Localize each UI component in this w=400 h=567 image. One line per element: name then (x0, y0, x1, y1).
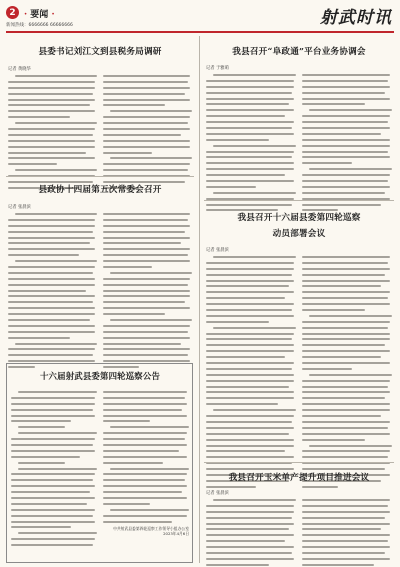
article-headline: 我县召开十六届县委第四轮巡察 (237, 213, 361, 223)
divider (204, 200, 394, 201)
article-byline: 记者 张晨滨 (8, 205, 31, 210)
article-headline: 我县召开玉米单产提升项目推进会议 (228, 473, 370, 483)
inspection-notice-box (6, 363, 193, 563)
article-tax-bureau (8, 45, 192, 193)
article-body (206, 256, 392, 492)
article-headline-line2: 动员部署会议 (272, 229, 326, 239)
article-corn-yield (206, 471, 392, 567)
page-number-badge: 2 (6, 6, 19, 19)
article-byline: 记者 张晨滨 (206, 248, 229, 253)
article-cppcc (8, 183, 192, 372)
section-title: · 要闻 · (24, 10, 55, 20)
article-byline: 记者 黄晓华 (8, 67, 31, 72)
article-headline: 我县召开“阜政通”平台业务协调会 (232, 47, 366, 57)
article-headline: 十六届射武县委第四轮巡察公告 (39, 371, 161, 381)
notice-issuer: 中共射武县委第四轮巡察工作领导小组办公室 (113, 526, 189, 532)
article-byline: 记者 张晨滨 (206, 491, 229, 496)
notice-date: 2023年4月6日 (163, 531, 189, 537)
article-body (206, 499, 392, 567)
article-inspection-notice (11, 370, 189, 550)
masthead: 射武时讯 (320, 8, 392, 28)
column-divider (199, 36, 200, 563)
article-body (8, 213, 192, 372)
article-headline: 县委书记刘江文到县税务局调研 (38, 47, 162, 57)
page-header (0, 0, 400, 34)
article-byline: 记者 于雅萌 (206, 66, 229, 71)
header-rule (6, 31, 394, 33)
article-inspection-mobilization (206, 211, 392, 492)
divider (204, 462, 394, 463)
article-platform-meeting (206, 45, 392, 215)
editor-line: 新闻热线：6666666 66666666 (6, 23, 73, 28)
article-body (11, 391, 189, 550)
divider (6, 176, 194, 177)
section-title-text: 要闻 (30, 10, 49, 20)
article-body (206, 74, 392, 215)
article-headline: 县政协十四届第五次常委会召开 (38, 185, 162, 195)
